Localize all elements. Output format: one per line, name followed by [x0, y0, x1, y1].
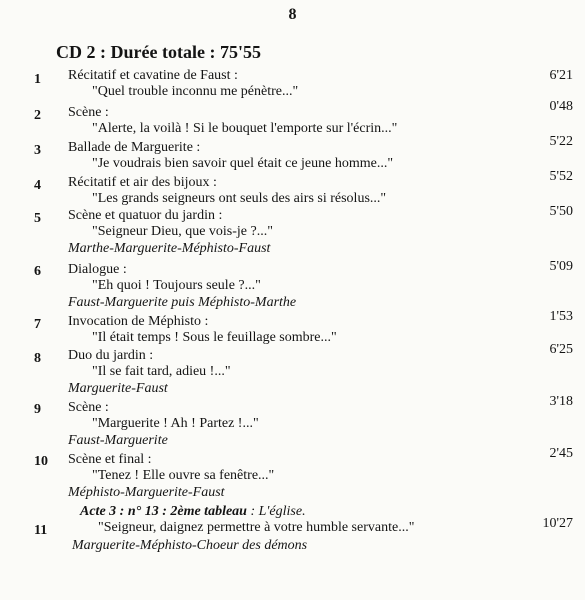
track-number: 1: [34, 72, 41, 87]
track-quote: "Quel trouble inconnu me pénètre...": [92, 84, 299, 99]
track-quote: "Je voudrais bien savoir quel était ce jeune homme...": [92, 156, 394, 171]
track-title: Récitatif et air des bijoux :: [68, 175, 217, 190]
track-cast: Marguerite-Faust: [68, 381, 168, 396]
track-cast: Faust-Marguerite puis Méphisto-Marthe: [68, 295, 297, 310]
track-duration: 5'50: [549, 204, 573, 219]
track-title: Ballade de Marguerite :: [68, 140, 201, 155]
track-duration: 10'27: [542, 516, 573, 531]
track-title: Duo du jardin :: [68, 348, 154, 363]
track-number: 4: [34, 178, 41, 193]
track-quote: "Seigneur Dieu, que vois-je ?...": [92, 224, 273, 239]
track-duration: 1'53: [549, 309, 573, 324]
track-title: Invocation de Méphisto :: [68, 314, 209, 329]
track-title: Scène :: [68, 105, 109, 120]
track-number: 8: [34, 351, 41, 366]
track-number: 7: [34, 317, 41, 332]
track-number: 10: [34, 454, 48, 469]
track-quote: "Marguerite ! Ah ! Partez !...": [92, 416, 259, 431]
track-title: Dialogue :: [68, 262, 127, 277]
track-cast: Marthe-Marguerite-Méphisto-Faust: [68, 241, 271, 256]
track-number: 9: [34, 402, 41, 417]
cd-title: CD 2 : Durée totale : 75'55: [56, 42, 261, 62]
track-quote: "Il se fait tard, adieu !...": [92, 364, 231, 379]
track-duration: 3'18: [549, 394, 573, 409]
track-number: 5: [34, 211, 41, 226]
track-duration: 0'48: [549, 99, 573, 114]
track-duration: 5'22: [549, 134, 573, 149]
track-number: 2: [34, 108, 41, 123]
track-cast: Méphisto-Marguerite-Faust: [68, 485, 225, 500]
track-quote: "Tenez ! Elle ouvre sa fenêtre...": [92, 468, 275, 483]
track-duration: 2'45: [549, 446, 573, 461]
track-quote: "Seigneur, daignez permettre à votre humble servante...": [98, 520, 415, 535]
track-cast: Faust-Marguerite: [68, 433, 168, 448]
track-duration: 5'52: [549, 169, 573, 184]
track-duration: 6'21: [549, 68, 573, 83]
track-number: 11: [34, 523, 48, 538]
page-number: 8: [288, 6, 297, 23]
track-title: Scène et final :: [68, 452, 152, 467]
track-duration: 5'09: [549, 259, 573, 274]
track-quote: "Eh quoi ! Toujours seule ?...": [92, 278, 261, 293]
track-number: 6: [34, 264, 41, 279]
track-title: Scène :: [68, 400, 109, 415]
act-heading: [80, 504, 306, 520]
track-duration: 6'25: [549, 342, 573, 357]
track-quote: "Les grands seigneurs ont seuls des airs si résolus...": [92, 191, 387, 206]
track-quote: "Alerte, la voilà ! Si le bouquet l'emporte sur l'écrin...": [92, 121, 398, 136]
track-cast: Marguerite-Méphisto-Choeur des démons: [72, 538, 308, 553]
track-title: Récitatif et cavatine de Faust :: [68, 68, 238, 83]
track-title: Scène et quatuor du jardin :: [68, 208, 223, 223]
track-quote: "Il était temps ! Sous le feuillage sombre...": [92, 330, 337, 345]
act-heading-bold: Acte 3 : n° 13 : 2ème tableau: [80, 504, 247, 519]
act-heading-rest: : L'église.: [246, 504, 306, 519]
track-number: 3: [34, 143, 41, 158]
